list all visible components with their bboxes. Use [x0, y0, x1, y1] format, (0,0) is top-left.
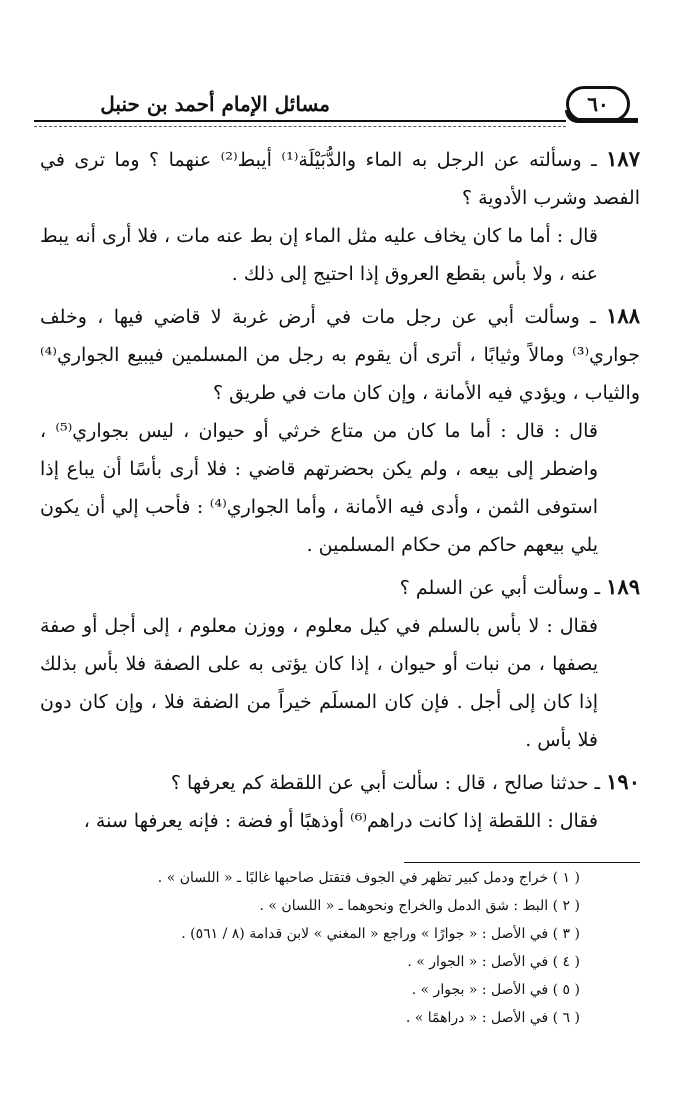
entry-answer: فقال : اللقطة إذا كانت دراهم⁽⁶⁾ أوذهبًا أو فضة : فإنه يعرفها سنة ،	[83, 810, 598, 832]
entry-187	[40, 140, 640, 293]
main-text	[40, 140, 640, 844]
footnote: ( ٤ ) في الأصل : « الجوار » .	[407, 954, 580, 970]
header-rule	[34, 120, 566, 127]
entry-189	[40, 568, 640, 759]
question-text: ـ حدثنا صالح ، قال : سألت أبي عن اللقطة كم يعرفها ؟	[170, 772, 601, 794]
entry-question	[40, 568, 640, 607]
page-number: ٦٠	[566, 86, 630, 122]
entry-number: ١٩٠	[606, 769, 640, 794]
footnote: ( ١ ) خراج ودمل كبير تظهر في الجوف فتقتل صاحبها غالبًا ـ « اللسان » .	[157, 870, 580, 886]
question-text: ـ وسألته عن الرجل به الماء والدُّبَيْلَة⁽¹⁾ أيبط⁽²⁾ عنهما ؟ وما ترى في الفصد وشرب الأدوية ؟	[40, 149, 640, 209]
page-header	[34, 86, 630, 130]
entry-answer: قال : قال : أما ما كان من متاع خرثي أو حيوان ، ليس بجواري⁽⁵⁾ ، واضطر إلى بيعه ، ولم يكن بحضرتهم قاضي : فلا أرى بأسًا أن يباع إذا استوفى الثمن ، وأدى فيه الأمانة ، وأما الجواري⁽⁴⁾ : فأحب إلي أن يكون يلي بيعهم حاكم من حكام المسلمين .	[40, 420, 598, 556]
entry-188	[40, 297, 640, 564]
entry-answer: قال : أما ما كان يخاف عليه مثل الماء إن بط عنه مات ، فلا أرى أنه يبط عنه ، ولا بأس بقطع العروق إذا احتيج إلى ذلك .	[40, 225, 598, 285]
entry-190	[40, 763, 640, 840]
running-title: مسائل الإمام أحمد بن حنبل	[100, 92, 330, 116]
footnote: ( ٢ ) البط : شق الدمل والخراج ونحوهما ـ « اللسان » .	[259, 898, 580, 914]
footnote: ( ٦ ) في الأصل : « دراهمًا » .	[405, 1010, 580, 1026]
entry-question	[40, 297, 640, 412]
footnote-rule	[404, 862, 640, 863]
entry-number: ١٨٧	[606, 146, 640, 171]
entry-number: ١٨٩	[606, 574, 640, 599]
entry-question	[40, 763, 640, 802]
footnote: ( ٥ ) في الأصل : « بجوار » .	[411, 982, 580, 998]
entry-answer: فقال : لا بأس بالسلم في كيل معلوم ، ووزن معلوم ، إلى أجل أو صفة يصفها ، من نبات أو حيوان ، إذا كان يؤتى به على الصفة فلا بأس بذلك إذا كان إلى أجل . فإن كان المسلَم خيراً من الضفة فلا ، وإن كان دون فلا بأس .	[40, 615, 598, 751]
entry-question	[40, 140, 640, 217]
footnote: ( ٣ ) في الأصل : « جوارًا » وراجع « المغني » لابن قدامة (٨ / ٥٦١) .	[181, 926, 580, 942]
question-text: ـ وسألت أبي عن السلم ؟	[399, 577, 601, 599]
entry-number: ١٨٨	[606, 303, 640, 328]
footnotes	[40, 864, 640, 1032]
question-text: ـ وسألت أبي عن رجل مات في أرض غربة لا قاضي فيها ، وخلف جواري⁽³⁾ ومالاً وثيابًا ، أترى أن يقوم به رجل من المسلمين فيبيع الجواري⁽⁴⁾ والثياب ، ويؤدي فيه الأمانة ، وإن كان مات في طريق ؟	[40, 306, 640, 404]
